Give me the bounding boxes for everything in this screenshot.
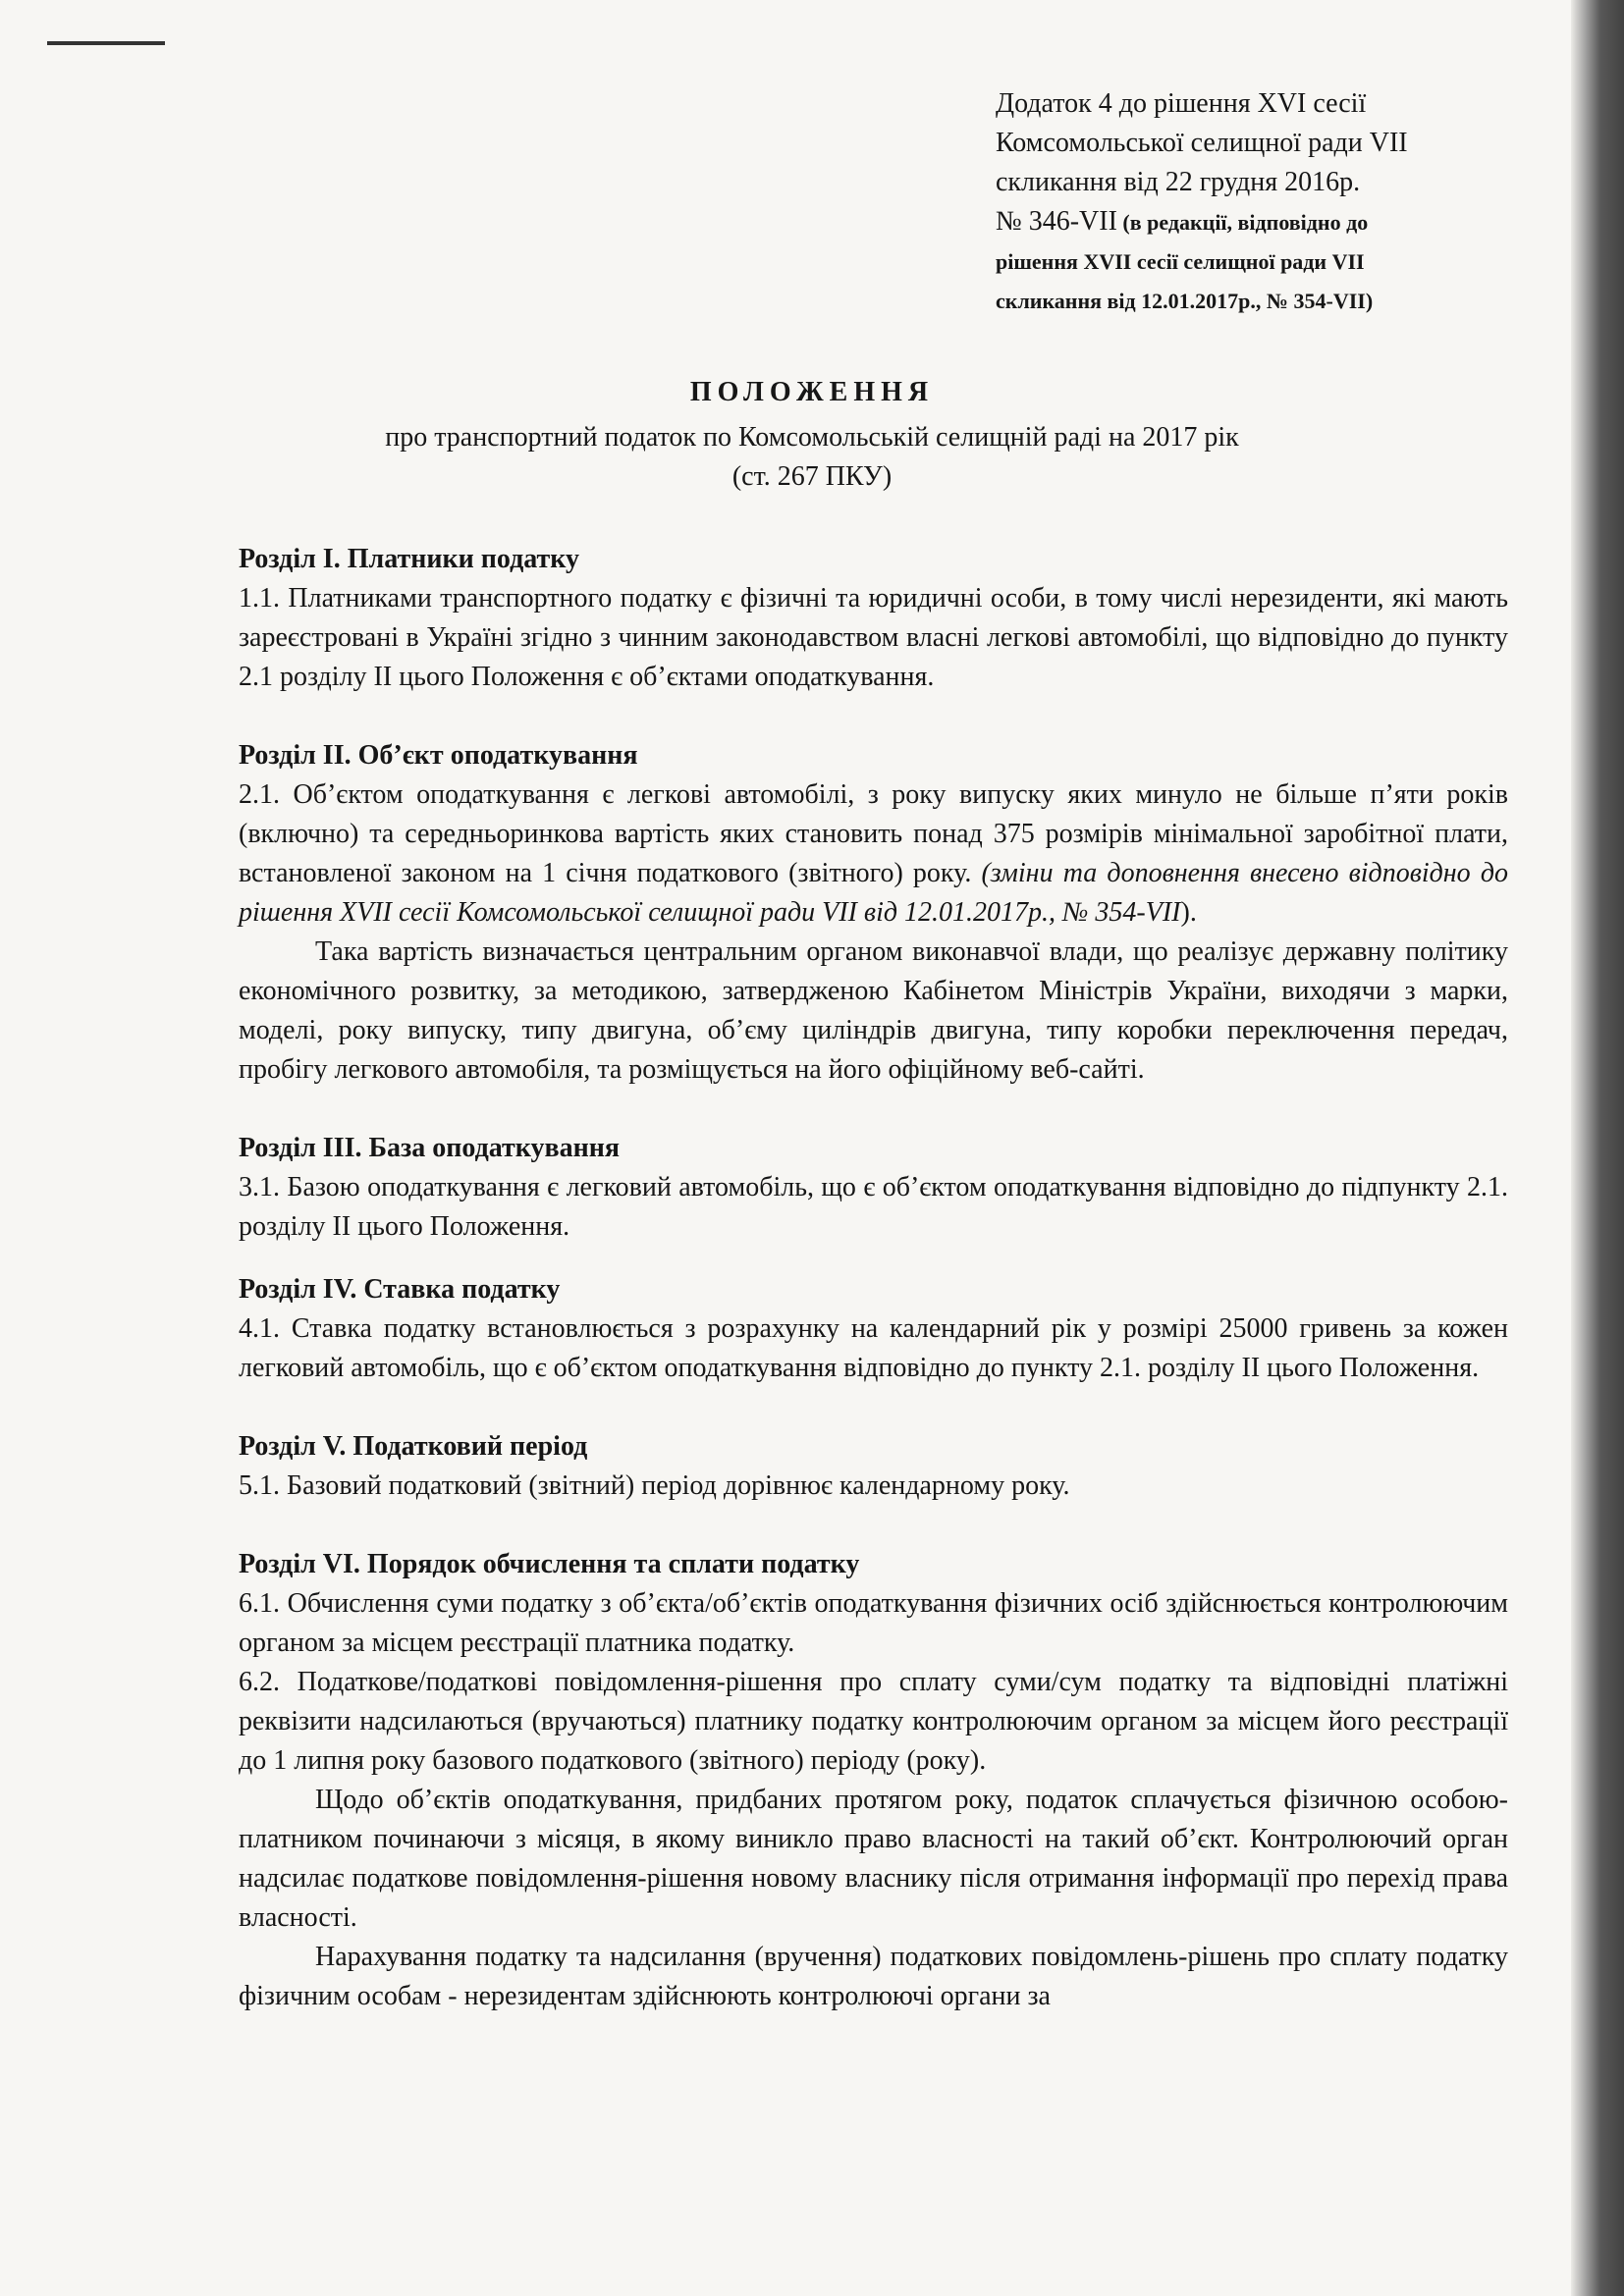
section-title: Розділ V. Податковий період bbox=[239, 1431, 588, 1462]
appendix-header bbox=[996, 84, 1526, 321]
header-line: Додаток 4 до рішення XVI сесії bbox=[996, 88, 1367, 119]
paragraph: 3.1. Базою оподаткування є легковий автомобіль, що є об’єктом оподаткування відповідно до підпункту 2.1. розділу ІІ цього Положення. bbox=[239, 1172, 1508, 1242]
header-line: Комсомольської селищної ради VII bbox=[996, 128, 1408, 158]
scan-mark bbox=[47, 41, 165, 45]
section-title: Розділ IV. Ставка податку bbox=[239, 1274, 561, 1305]
paragraph: Така вартість визначається центральним органом виконавчої влади, що реалізує державну політику економічного розвитку, за методикою, затвердженою Кабінетом Міністрів України, виходячи з марки, моделі, року випуску, типу двигуна, об’єму циліндрів двигуна, типу коробки переключення передач, пробігу легкового автомобіля, та розміщується на його офіційному веб-сайті. bbox=[239, 936, 1508, 1085]
paragraph: 4.1. Ставка податку встановлюється з розрахунку на календарний рік у розмірі 25000 гривень за кожен легковий автомобіль, що є об’єктом оподаткування відповідно до пункту 2.1. розділу ІІ цього Положення. bbox=[239, 1313, 1508, 1383]
decision-number: № 346-VII bbox=[996, 206, 1117, 237]
document-title: ПОЛОЖЕННЯ bbox=[689, 377, 935, 407]
document-body bbox=[239, 540, 1508, 2016]
paragraph: Нарахування податку та надсилання (вручення) податкових повідомлень-рішень про сплату податку фізичним особам - нерезидентам здійснюють контролюючі органи за bbox=[239, 1942, 1508, 2011]
paragraph: Щодо об’єктів оподаткування, придбаних протягом року, податок сплачується фізичною особою-платником починаючи з місяця, в якому виникло право власності на такий об’єкт. Контролюючий орган надсилає податкове повідомлення-рішення новому власнику після отримання інформації про перехід права власності. bbox=[239, 1785, 1508, 1933]
section-title: Розділ ІІІ. База оподаткування bbox=[239, 1133, 621, 1163]
section-title: Розділ VI. Порядок обчислення та сплати податку bbox=[239, 1549, 860, 1579]
paragraph-text: 2.1. Об’єктом оподаткування є легкові автомобілі, з року випуску яких минуло не більше п’яти років (включно) та середньоринкова вартість яких становить понад 375 розмірів мінімальної заробітної плати, встановленої законом на 1 січня податкового (звітного) року. bbox=[239, 779, 1508, 888]
paragraph-end: ). bbox=[1180, 897, 1197, 928]
header-line bbox=[996, 202, 1526, 242]
section-title: Розділ І. Платники податку bbox=[239, 544, 580, 574]
header-line: рішення XVII сесії селищної ради VII bbox=[996, 249, 1365, 274]
amendment-note: (зміни та доповнення внесено відповідно до рішення XVII сесії Комсомольської селищної ради VII від 12.01.2017р., № 354-VII bbox=[239, 858, 1508, 928]
header-line: скликання від 22 грудня 2016р. bbox=[996, 167, 1361, 197]
edition-note: (в редакції, відповідно до bbox=[1116, 210, 1369, 235]
section-title: Розділ ІІ. Об’єкт оподаткування bbox=[239, 740, 638, 771]
subtitle-line: (ст. 267 ПКУ) bbox=[731, 461, 893, 492]
document-subtitle bbox=[0, 418, 1624, 497]
subtitle-line: про транспортний податок по Комсомольській селищній раді на 2017 рік bbox=[385, 422, 1239, 453]
scan-edge-shadow bbox=[1571, 0, 1624, 2296]
paragraph bbox=[239, 775, 1508, 933]
paragraph: 5.1. Базовий податковий (звітний) період дорівнює календарному року. bbox=[239, 1470, 1070, 1501]
paragraph: 1.1. Платниками транспортного податку є фізичні та юридичні особи, в тому числі нерезиденти, які мають зареєстровані в Україні згідно з чинним законодавством власні легкові автомобілі, що відповідно до пункту 2.1 розділу ІІ цього Положення є об’єктами оподаткування. bbox=[239, 583, 1508, 692]
header-line: скликання від 12.01.2017р., № 354-VII) bbox=[996, 289, 1374, 313]
paragraph: 6.2. Податкове/податкові повідомлення-рішення про сплату суми/сум податку та відповідні платіжні реквізити надсилаються (вручаються) платнику податку контролюючим органом за місцем його реєстрації до 1 липня року базового податкового (звітного) періоду (року). bbox=[239, 1667, 1508, 1776]
paragraph: 6.1. Обчислення суми податку з об’єкта/об’єктів оподаткування фізичних осіб здійснюється контролюючим органом за місцем реєстрації платника податку. bbox=[239, 1588, 1508, 1658]
